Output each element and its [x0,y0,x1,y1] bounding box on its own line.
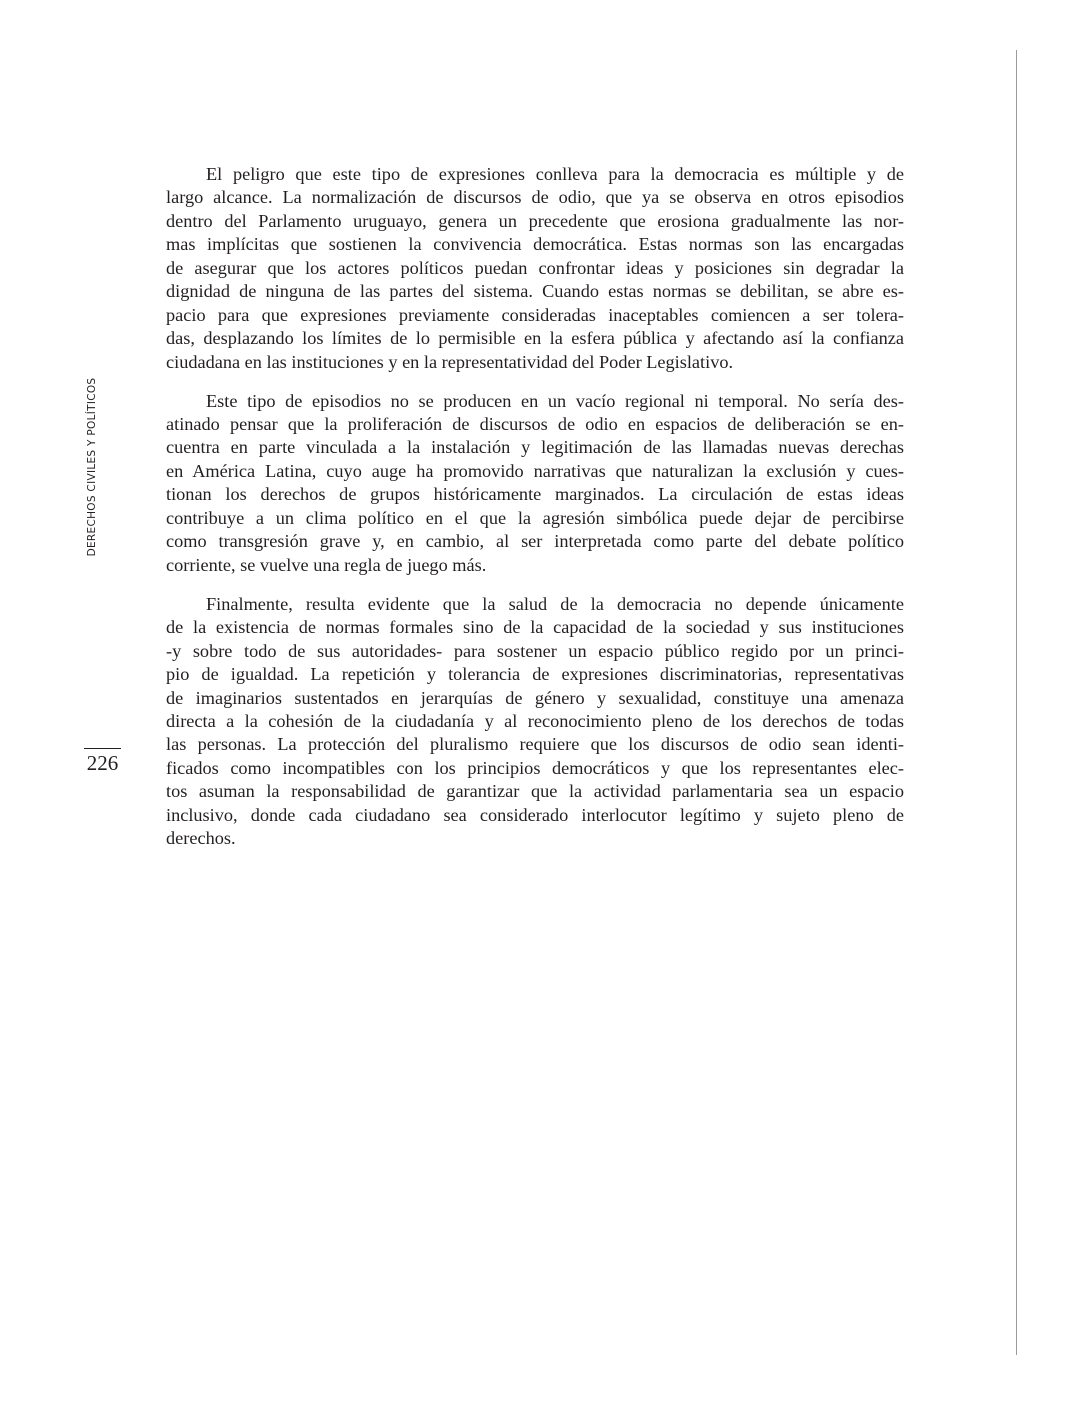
paragraph [166,163,904,374]
text-line: de asegurar que los actores políticos puedan confrontar ideas y posiciones sin degradar la [166,257,904,278]
text-line: Este tipo de episodios no se producen en un vacío regional ni temporal. No sería des- [206,390,904,411]
body-text [166,163,904,866]
page-number: 226 [84,748,121,775]
text-line: tionan los derechos de grupos históricamente marginados. La circulación de estas ideas [166,484,904,505]
paragraph [166,390,904,578]
paragraph [166,593,904,851]
text-line: pacio para que expresiones previamente consideradas inaceptables comiencen a ser tolera- [166,304,904,325]
text-line: derechos. [166,828,236,849]
text-line: pio de igualdad. La repetición y tolerancia de expresiones discriminatorias, representativas [166,664,904,685]
text-line: das, desplazando los límites de lo permisible en la esfera pública y afectando así la confianza [166,328,904,349]
text-line: dentro del Parlamento uruguayo, genera un precedente que erosiona gradualmente las nor- [166,210,904,231]
text-line: en América Latina, cuyo auge ha promovido narrativas que naturalizan la exclusión y cues- [166,460,904,481]
text-line: contribuye a un clima político en el que la agresión simbólica puede dejar de percibirse [166,507,904,528]
running-head: DERECHOS CIVILES Y POLÍTICOS [86,377,98,557]
text-line: directa a la cohesión de la ciudadanía y al reconocimiento pleno de los derechos de todas [166,710,904,731]
text-line: dignidad de ninguna de las partes del sistema. Cuando estas normas se debilitan, se abre es- [166,281,904,302]
text-line: mas implícitas que sostienen la convivencia democrática. Estas normas son las encargadas [166,234,904,255]
text-line: Finalmente, resulta evidente que la salud de la democracia no depende únicamente [206,593,904,614]
text-line: ficados como incompatibles con los principios democráticos y que los representantes elec- [166,757,904,778]
text-line: atinado pensar que la proliferación de discursos de odio en espacios de deliberación se en- [166,414,904,435]
text-line: de imaginarios sustentados en jerarquías de género y sexualidad, constituye una amenaza [166,687,904,708]
text-line: las personas. La protección del pluralismo requiere que los discursos de odio sean identi- [166,734,904,755]
text-line: como transgresión grave y, en cambio, al ser interpretada como parte del debate político [166,531,904,552]
text-line: largo alcance. La normalización de discursos de odio, que ya se observa en otros episodios [166,187,904,208]
text-line: El peligro que este tipo de expresiones conlleva para la democracia es múltiple y de [206,164,904,184]
text-line: corriente, se vuelve una regla de juego más. [166,554,487,575]
text-line: inclusivo, donde cada ciudadano sea considerado interlocutor legítimo y sujeto pleno de [166,804,904,825]
margin-rule [1016,50,1017,1355]
text-line: tos asuman la responsabilidad de garantizar que la actividad parlamentaria sea un espacio [166,781,904,802]
text-line: ciudadana en las instituciones y en la representatividad del Poder Legislativo. [166,351,734,372]
text-line: -y sobre todo de sus autoridades- para sostener un espacio público regido por un princi- [166,640,904,661]
text-line: de la existencia de normas formales sino de la capacidad de la sociedad y sus instituciones [166,617,904,638]
text-line: cuentra en parte vinculada a la instalación y legitimación de las llamadas nuevas derechas [166,437,904,458]
